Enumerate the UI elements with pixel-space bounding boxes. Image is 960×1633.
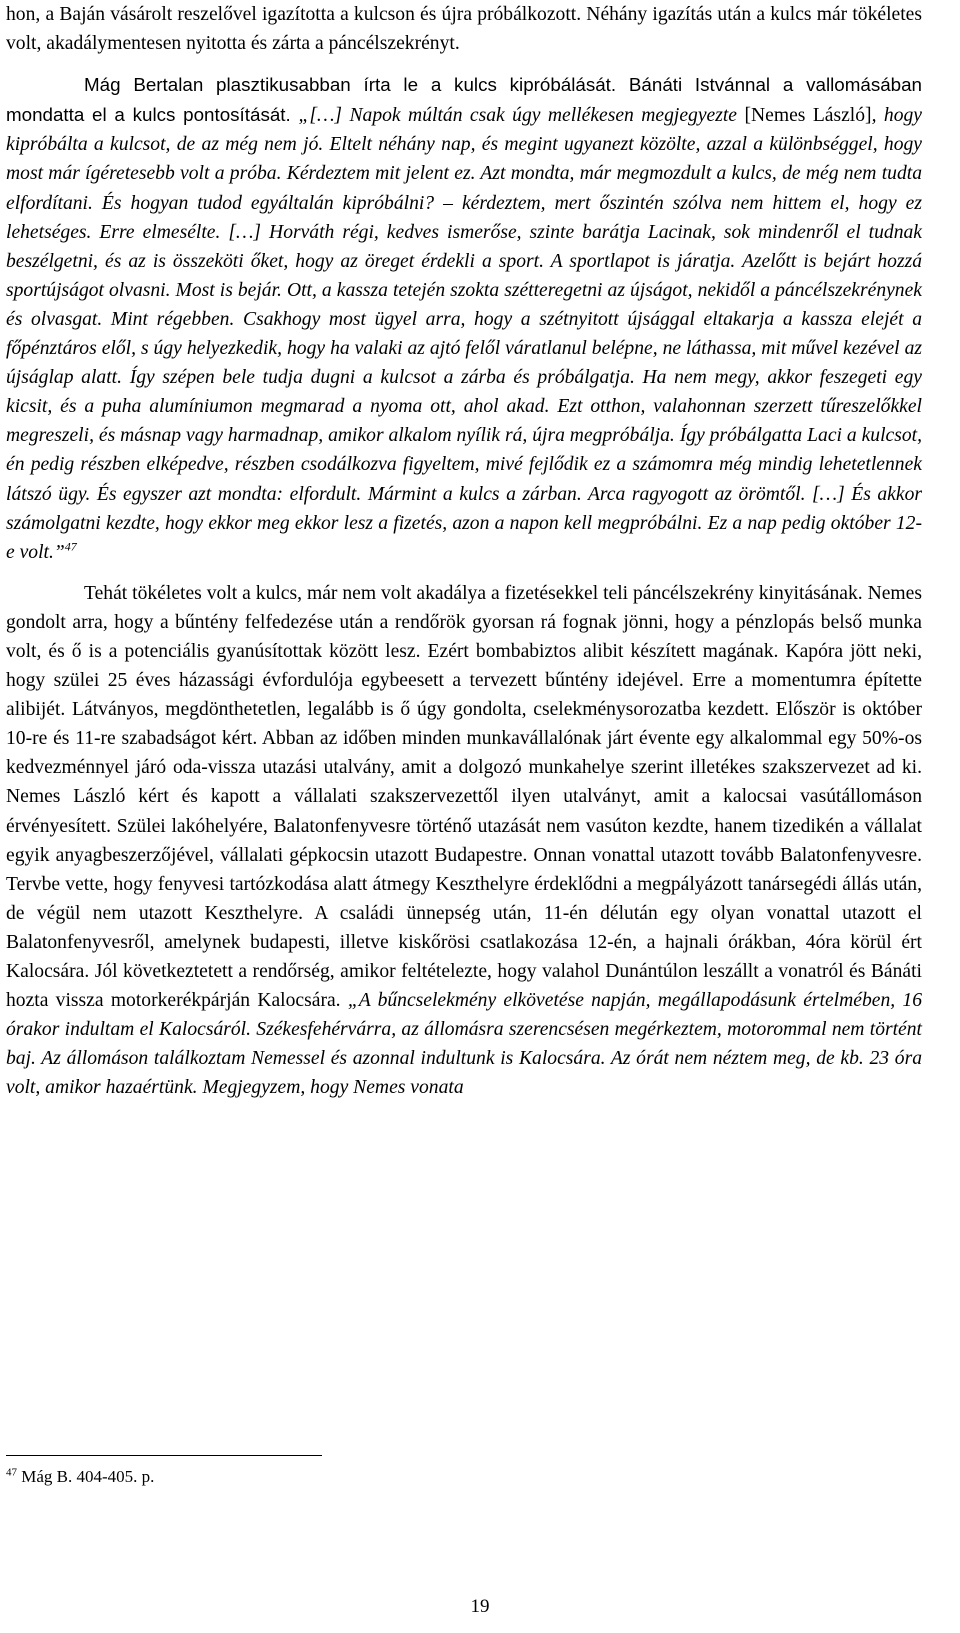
paragraph-intro-sans: Mág Bertalan plasztikusabban írta le a kulcs kipróbálását. Bánáti Istvánnal a vallomásában mondatta el a kulcs pontosítását. <box>6 74 922 126</box>
quote-opening: „[…] Napok múltán csak úgy mellékesen megjegyezte <box>298 105 745 127</box>
paragraph-text: hon, a Baján vásárolt reszelővel igazította a kulcson és újra próbálkozott. Néhány igazítás után a kulcs már tökéletes volt, akadálymentesen nyitotta és zárta a páncélszekrényt. <box>6 4 922 55</box>
quote-banati: „A bűncselekmény elkövetése napján, megállapodásunk értelmében, 16 órakor indultam el Kalocsáról. Székesfehérvárra, az állomásra szerencsésen megérkeztem, motorommal nem történt baj. Az állomáson találkoztam Nemessel és azonnal indultunk is Kalocsára. Az órát nem néztem meg, de kb. 23 óra volt, amikor hazaértünk. Megjegyzem, hogy Nemes vonata <box>6 990 922 1099</box>
footnote <box>6 1466 154 1488</box>
page-number: 19 <box>470 1596 490 1617</box>
paragraph-alibi <box>6 579 922 1103</box>
bracketed-name: [Nemes László] <box>744 105 872 127</box>
footnote-number: 47 <box>6 1466 17 1479</box>
paragraph-continued <box>6 0 922 58</box>
quote-text: , hogy kipróbálta a kulcsot, de az még nem jó. Eltelt néhány nap, és megint ugyanezt közölte, azzal a különbséggel, hogy most már ígéretesebb volt a próba. Kérdeztem mit jelent ez. Azt mondta, már megmozdult a kulcs, de még nem tudta elfordítani. És hogyan tudod egyáltalán kipróbálni? – kérdeztem, mert őszintén szólva nem hittem el, hogy ez lehetséges. Erre elmesélte. […] Horváth régi, kedves ismerőse, szinte barátja Lacinak, sok mindenről el tudnak beszélgetni, és az is összeköti őket, hogy az öreget érdekli a sport. A sportlapot is járatja. Azelőtt is bejárt hozzá sportújságot olvasni. Most is bejár. Ott, a kassza tetején szokta szétteregetni az újságot, nekidől a páncélszekrénynek és olvasgat. Mint régebben. Csakhogy most ügyel arra, hogy a szétnyitott újsággal eltakarja a kassza elejét a főpénztáros elől, s úgy helyezkedik, hogy ha valaki az ajtó felől váratlanul belépne, ne láthassa, mit művel kezével az újságlap alatt. Így szépen bele tudja dugni a kulcsot a zárba és próbálgatja. Ha nem megy, akkor feszegeti egy kicsit, és a puha alumíniumon megmarad a nyoma ott, ahol akad. Ezt otthon, valahonnan szerzett tűreszelőkkel megreszeli, és másnap vagy harmadnap, amikor alkalom nyílik rá, újra megpróbálja. Így próbálgatta Laci a kulcsot, én pedig részben elképedve, részben csodálkozva figyeltem, mivé fejlődik ez a számomra még mindig lehetetlennek látszó ügy. És egyszer azt mondta: elfordult. Mármint a kulcs a zárban. Arca ragyogott az örömtől. […] És akkor számolgatni kezdte, hogy ekkor meg ekkor lesz a fizetés, azon a napon kell megpróbálni. Ez a nap pedig október 12-e volt.” <box>6 105 922 563</box>
paragraph-text: Tehát tökéletes volt a kulcs, már nem volt akadálya a fizetésekkel teli páncélszekrény kinyitásának. Nemes gondolt arra, hogy a bűntény felfedezése után a rendőrök gyorsan rá fognak jönni, hogy a pénzlopás belső munka volt, és ő is a potenciális gyanúsítottak között lesz. Ezért bombabiztos alibit készített magának. Kapóra jött neki, hogy szülei 25 éves házassági évfordulója egybeesett a tervezett bűntény idejével. Erre a momentumra építette alibijét. Látványos, megdönthetetlen, legalább is ő úgy gondolta, cselekménysorozatba kezdett. Először is október 10-re és 11-re szabadságot kért. Abban az időben minden munkavállalónak járt évente egy alkalommal egy 50%-os kedvezménnyel járó oda-vissza utazási utalvány, amit a dolgozó munkahelye szerint illetékes szakszervezet ad ki. Nemes László kért és kapott a vállalati szakszervezettől ilyen utalványt, amit a kalocsai vasútállomáson érvényesített. Szülei lakóhelyére, Balatonfenyvesre történő utazását nem vasúton kezdte, hanem tizedikén a vállalat egyik anyagbeszerzőjével, vállalati gépkocsin utazott Budapestre. Onnan vonattal utazott tovább Balatonfenyvesre. Tervbe vette, hogy fenyvesi tartózkodása alatt átmegy Keszthelyre érdeklődni a megpályázott tanársegédi állás után, de végül nem utazott Keszthelyre. A családi ünnepség után, 11-én délután egy olyan vonattal utazott el Balatonfenyvesről, amelynek budapesti, illetve kiskőrösi csatlakozása 12-én, a hajnali órákban, 4óra körül ért Kalocsára. Jól következtetett a rendőrség, amikor feltételezte, hogy valahol Dunántúlon leszállt a vonatról és Bánáti hozta vissza motorkerékpárján Kalocsára. <box>6 582 922 1012</box>
body-text <box>6 0 922 1102</box>
footnote-divider <box>6 1455 322 1456</box>
paragraph-quote-mag <box>6 70 922 567</box>
footnote-reference[interactable]: 47 <box>64 539 77 554</box>
footnote-text: Mág B. 404-405. p. <box>17 1467 155 1486</box>
